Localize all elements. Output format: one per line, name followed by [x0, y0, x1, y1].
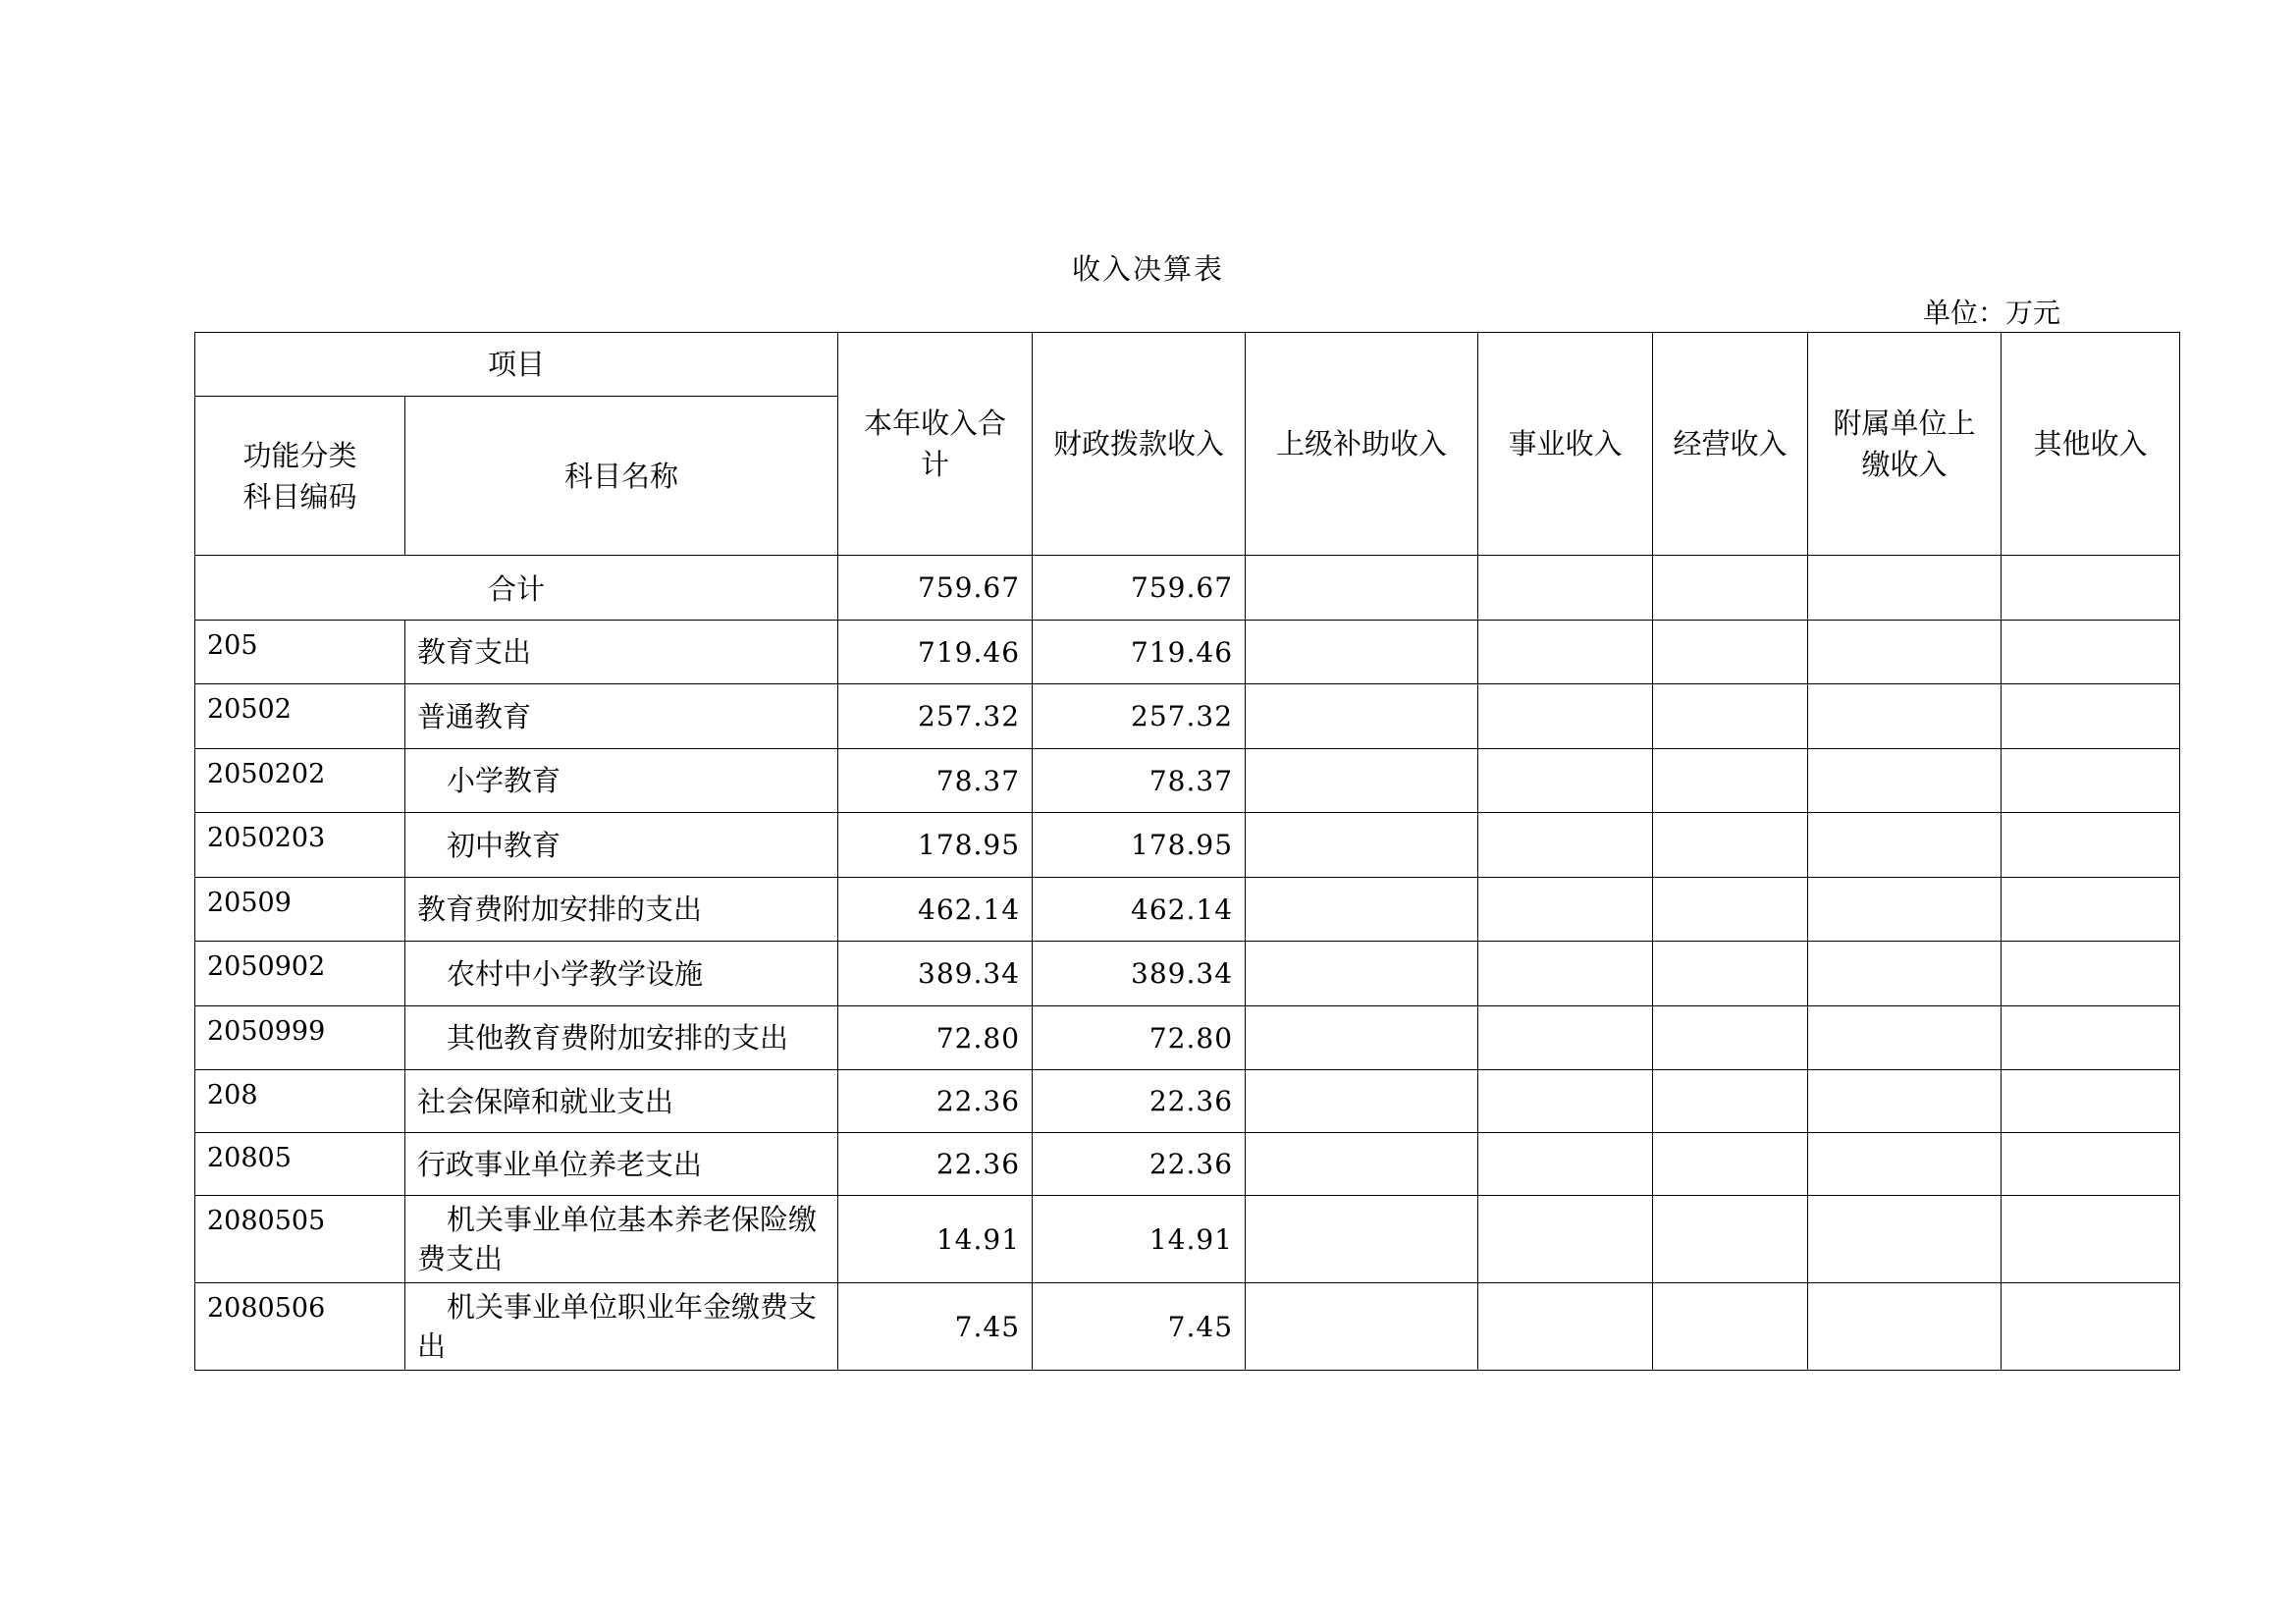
header-superior: 上级补助收入: [1246, 333, 1478, 556]
row-fiscal: 719.46: [1033, 621, 1246, 684]
row-fiscal: 257.32: [1033, 684, 1246, 749]
table-row: [195, 749, 2180, 813]
header-affiliated: 附属单位上缴收入: [1808, 333, 2002, 556]
row-fiscal: 7.45: [1033, 1283, 1246, 1371]
table-row: [195, 1283, 2180, 1371]
summary-total: 759.67: [838, 556, 1033, 621]
row-total: 178.95: [838, 813, 1033, 878]
row-name: 社会保障和就业支出: [405, 1070, 838, 1133]
header-business: 事业收入: [1478, 333, 1653, 556]
row-code: 2080505: [195, 1196, 405, 1283]
row-total: 72.80: [838, 1006, 1033, 1070]
row-fiscal: 178.95: [1033, 813, 1246, 878]
row-fiscal: 389.34: [1033, 942, 1246, 1006]
row-name: 普通教育: [405, 684, 838, 749]
header-fiscal: 财政拨款收入: [1033, 333, 1246, 556]
header-project: 项目: [195, 333, 838, 397]
table-row: [195, 942, 2180, 1006]
summary-fiscal: 759.67: [1033, 556, 1246, 621]
row-total: 389.34: [838, 942, 1033, 1006]
row-code: 2050999: [195, 1006, 405, 1070]
income-table: [194, 332, 2180, 1371]
row-total: 7.45: [838, 1283, 1033, 1371]
table-row: [195, 878, 2180, 942]
header-code: 功能分类 科目编码: [195, 397, 405, 556]
row-fiscal: 14.91: [1033, 1196, 1246, 1283]
summary-label: 合计: [195, 556, 838, 621]
row-fiscal: 78.37: [1033, 749, 1246, 813]
row-name: 教育支出: [405, 621, 838, 684]
header-total: 本年收入合计: [838, 333, 1033, 556]
row-code: 20509: [195, 878, 405, 942]
row-total: 719.46: [838, 621, 1033, 684]
row-code: 2050902: [195, 942, 405, 1006]
row-name: 农村中小学教学设施: [405, 942, 838, 1006]
table-row: [195, 1196, 2180, 1283]
row-total: 257.32: [838, 684, 1033, 749]
row-code: 2050203: [195, 813, 405, 878]
row-code: 208: [195, 1070, 405, 1133]
row-fiscal: 72.80: [1033, 1006, 1246, 1070]
unit-label: 单位：万元: [1922, 297, 2060, 329]
table-row: [195, 684, 2180, 749]
row-total: 462.14: [838, 878, 1033, 942]
row-code: 2050202: [195, 749, 405, 813]
table-row: [195, 1070, 2180, 1133]
row-total: 22.36: [838, 1133, 1033, 1196]
row-fiscal: 462.14: [1033, 878, 1246, 942]
row-name: 教育费附加安排的支出: [405, 878, 838, 942]
row-fiscal: 22.36: [1033, 1070, 1246, 1133]
header-row-1: [195, 333, 2180, 397]
table-row: [195, 1006, 2180, 1070]
row-code: 20502: [195, 684, 405, 749]
row-name: 机关事业单位职业年金缴费支出: [405, 1283, 838, 1371]
row-name: 行政事业单位养老支出: [405, 1133, 838, 1196]
row-name: 其他教育费附加安排的支出: [405, 1006, 838, 1070]
summary-row: [195, 556, 2180, 621]
header-other: 其他收入: [2002, 333, 2180, 556]
row-total: 78.37: [838, 749, 1033, 813]
header-name: 科目名称: [405, 397, 838, 556]
table-row: [195, 813, 2180, 878]
row-code: 2080506: [195, 1283, 405, 1371]
header-operating: 经营收入: [1653, 333, 1808, 556]
row-name: 机关事业单位基本养老保险缴费支出: [405, 1196, 838, 1283]
row-code: 20805: [195, 1133, 405, 1196]
row-code: 205: [195, 621, 405, 684]
row-total: 22.36: [838, 1070, 1033, 1133]
table-row: [195, 621, 2180, 684]
row-name: 初中教育: [405, 813, 838, 878]
row-name: 小学教育: [405, 749, 838, 813]
table-row: [195, 1133, 2180, 1196]
row-fiscal: 22.36: [1033, 1133, 1246, 1196]
page-title: 收入决算表: [1071, 252, 1224, 286]
row-total: 14.91: [838, 1196, 1033, 1283]
